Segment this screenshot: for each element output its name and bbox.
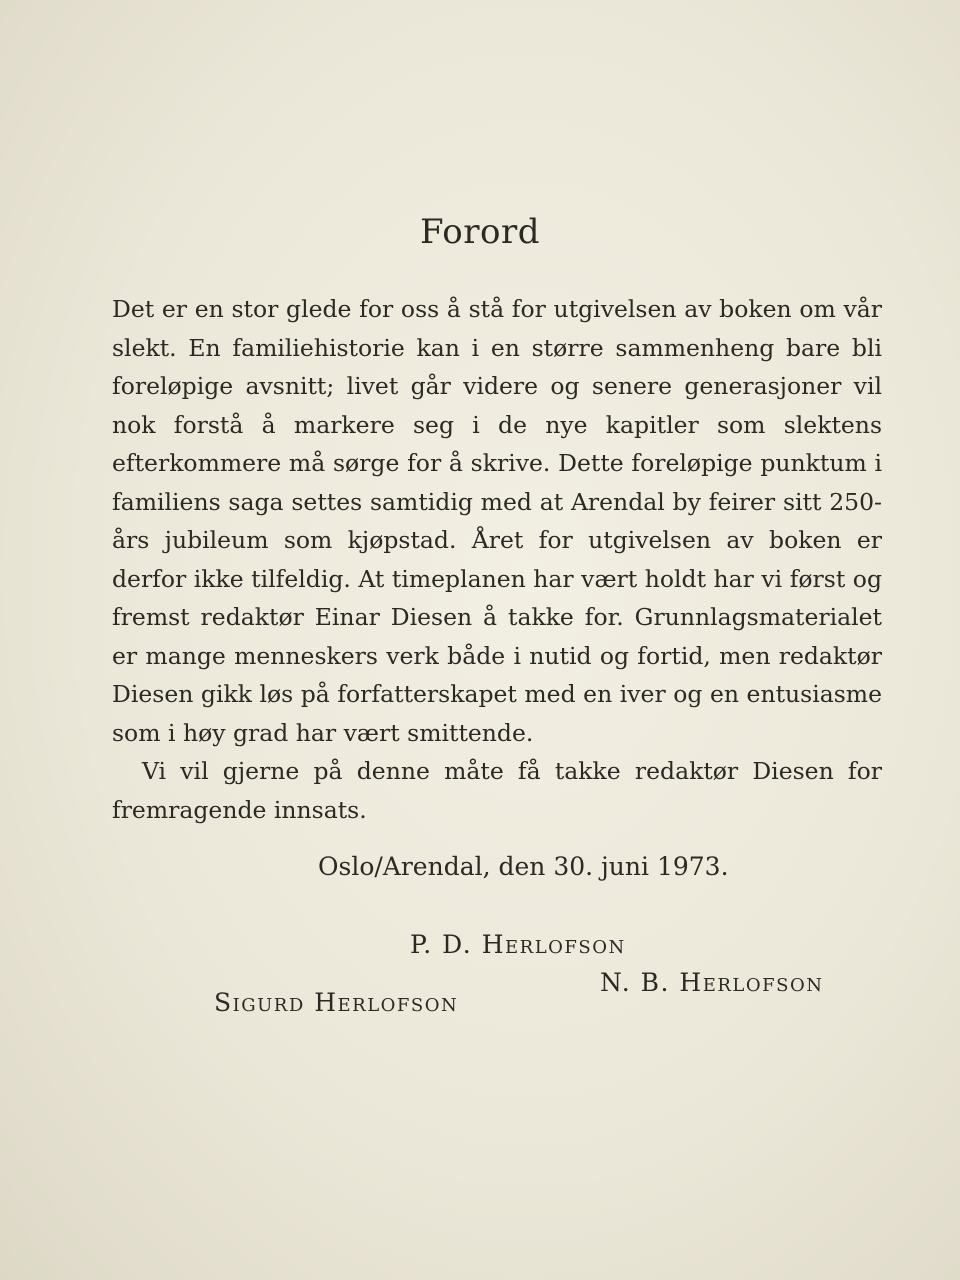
paragraph-2: Vi vil gjerne på denne måte få takke redaktør Diesen for fremragende innsats. xyxy=(112,757,882,824)
page-title: Forord xyxy=(420,212,540,252)
signature-sigurd-herlofson: Sigurd Herlofson xyxy=(214,988,459,1017)
signature-pd-herlofson: P. D. Herlofson xyxy=(410,930,626,959)
preface-body xyxy=(112,290,882,829)
dateline: Oslo/Arendal, den 30. juni 1973. xyxy=(318,852,729,881)
signature-nb-herlofson: N. B. Herlofson xyxy=(600,968,824,997)
paragraph-1: Det er en stor glede for oss å stå for utgivelsen av boken om vår slekt. En familiehistorie kan i en større sammenheng bare bli foreløpige avsnitt; livet går videre og senere generasjoner vil nok forstå å markere seg i de nye kapitler som slektens efterkommere må sørge for å skrive. Dette foreløpige punktum i familiens saga settes samtidig med at Arendal by feirer sitt 250-års jubileum som kjøpstad. Året for utgivelsen av boken er derfor ikke tilfeldig. At timeplanen har vært holdt har vi først og fremst redaktør Einar Diesen å takke for. Grunnlagsmaterialet er mange menneskers verk både i nutid og fortid, men redaktør Diesen gikk løs på forfatterskapet med en iver og en entusiasme som i høy grad har vært smittende. xyxy=(112,295,882,747)
